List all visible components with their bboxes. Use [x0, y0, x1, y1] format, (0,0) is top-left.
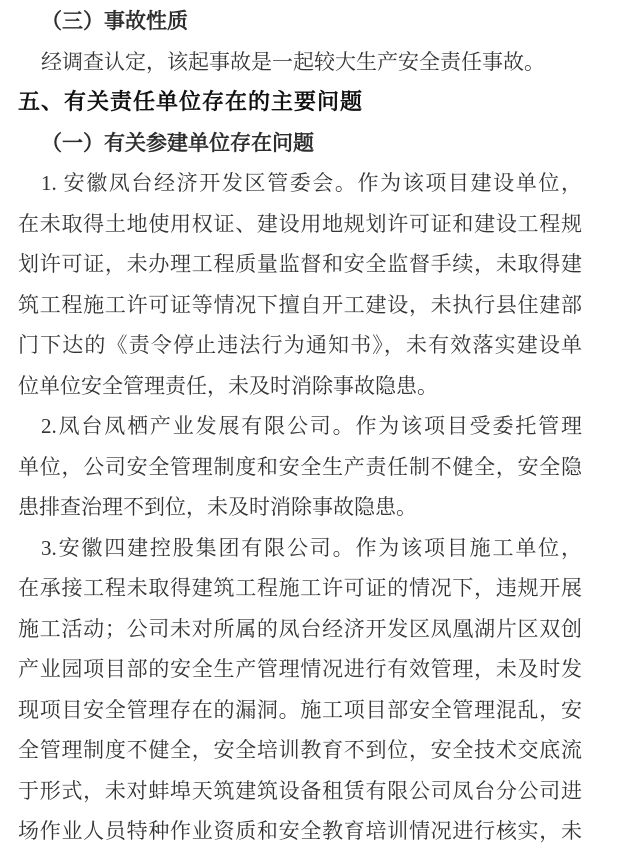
body-line: 全管理制度不健全，安全培训教育不到位，安全技术交底流: [18, 738, 582, 762]
body-line: 位单位安全管理责任，未及时消除事故隐患。: [18, 373, 438, 398]
body-line: 施工活动；公司未对所属的凤台经济开发区凤凰湖片区双创: [18, 616, 582, 641]
body-line: 于形式，未对蚌埠天筑建筑设备租赁有限公司凤台分公司进: [18, 778, 582, 803]
body-line: 经调查认定，该起事故是一起较大生产安全责任事故。: [41, 49, 545, 74]
body-line: 患排查治理不到位，未及时消除事故隐患。: [18, 495, 417, 519]
body-line: 现项目安全管理存在的漏洞。施工项目部安全管理混乱，安: [18, 697, 582, 722]
body-line: 划许可证，未办理工程质量监督和安全监督手续，未取得建: [18, 252, 582, 276]
body-line: 在承接工程未取得建筑工程施工许可证的情况下，违规开展: [18, 576, 582, 600]
section-heading-responsible-units: 五、有关责任单位存在的主要问题: [18, 89, 364, 114]
body-line: 单位，公司安全管理制度和安全生产责任制不健全，安全隐: [18, 454, 582, 479]
body-line: 产业园项目部的安全生产管理情况进行有效管理，未及时发: [18, 657, 582, 681]
body-line: 场作业人员特种作业资质和安全教育培训情况进行核实，未: [18, 819, 582, 843]
body-line: 1. 安徽凤台经济开发区管委会。作为该项目建设单位，: [41, 171, 582, 195]
body-line: 门下达的《责令停止违法行为通知书》，未有效落实建设单: [18, 333, 582, 357]
subheading-accident-nature: （三）事故性质: [41, 9, 188, 33]
body-line: 2.凤台凤栖产业发展有限公司。作为该项目受委托管理: [41, 414, 582, 438]
body-line: 筑工程施工许可证等情况下擅自开工建设，未执行县住建部: [18, 292, 582, 317]
body-line: 在未取得土地使用权证、建设用地规划许可证和建设工程规: [18, 211, 582, 236]
subheading-participating-units: （一）有关参建单位存在问题: [41, 130, 314, 155]
body-line: 3.安徽四建控股集团有限公司。作为该项目施工单位，: [41, 535, 582, 560]
